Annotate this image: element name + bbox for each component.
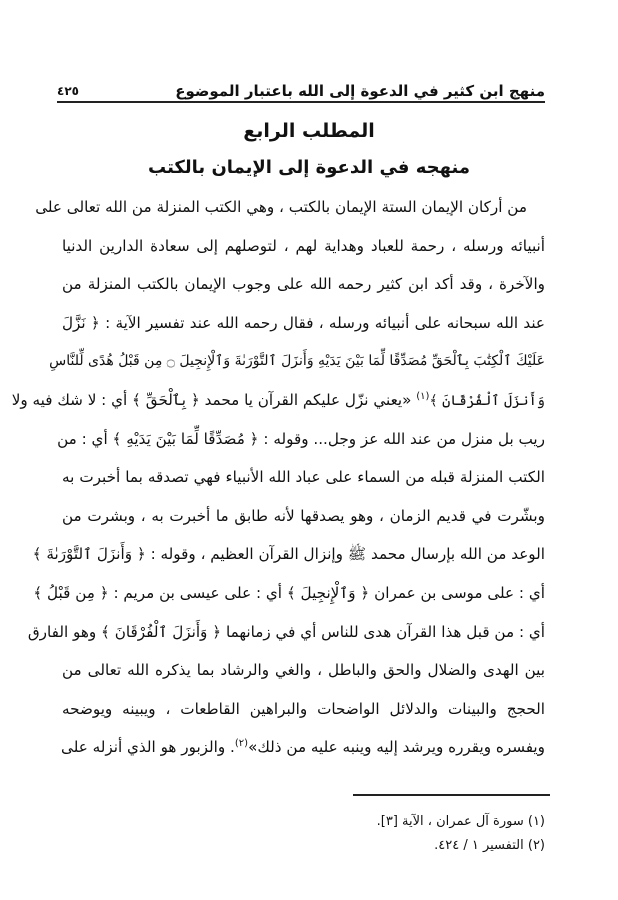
body-line: الكتب المنزلة قبله من السماء على عباد الله الأنبياء فهي تصدقه بما أخبرت به [62,468,545,487]
footnotes [200,810,545,858]
footnote-1: (١) سورة آل عمران ، الآية [٣]. [376,814,545,829]
running-title: منهج ابن كثير في الدعوة إلى الله باعتبار الموضوع [175,82,545,100]
body-line: وبشّرت في قديم الزمان ، وهو يصدقها لأنه طابق ما أخبرت به ، وبشرت من [62,506,545,525]
quran-verse-line: عَلَيْكَ ٱلْكِتَٰبَ بِٱلْحَقِّ مُصَدِّقًا لِّمَا بَيْنَ يَدَيْهِ وَأَنزَلَ ٱلتَّوْرَىٰةَ وَٱلْإِنجِيلَ ۝ مِن قَبْلُ هُدًى لِّلنَّاسِ [49,353,545,370]
section-subheading: منهجه في الدعوة إلى الإيمان بالكتب [148,157,470,178]
body-line-mixed [62,728,545,767]
body-line: الحجج والبينات والدلائل الواضحات والبراهين القاطعات ، ويبينه ويوضحه [62,699,545,718]
body-line: أي : على موسى بن عمران ﴿ وَٱلْإِنجِيلَ ﴾ أي : على عيسى بن مريم : ﴿ مِن قَبْلُ ﴾ [33,583,545,602]
body-line: عند الله سبحانه على أنبيائه ورسله ، فقال رحمه الله عند تفسير الآية : ﴿ نَزَّلَ [62,313,545,332]
body-line: أنبيائه ورسله ، رحمة للعباد وهداية لهم ، لتوصلهم إلى سعادة الدارين الدنيا [62,236,545,255]
body-line-mixed [11,381,545,420]
body-line: الوعد من الله بإرسال محمد ﷺ وإنزال القرآن العظيم ، وقوله : ﴿ وَأَنزَلَ ٱلتَّوْرَىٰةَ ﴾ [32,545,545,564]
section-heading: المطلب الرابع [243,120,375,142]
page-number: ٤٢٥ [57,84,79,98]
tafsir-quote-end: ويفسره ويقرره ويرشد إليه وينبه عليه من ذلك» [248,738,545,757]
footnote-rule [353,794,550,796]
footnote-2: (٢) التفسير ١ / ٤٢٤. [434,838,545,853]
tafsir-quote-start: «يعني نزّل عليكم القرآن يا محمد ﴿ بِٱلْحَقِّ ﴾ أي : لا شك فيه ولا [11,390,412,409]
running-header [57,72,545,100]
footnote-mark-1: (١) [416,390,430,402]
body-line: أي : من قبل هذا القرآن هدى للناس أي في زمانهما ﴿ وَأَنزَلَ ٱلْفُرْقَانَ ﴾ وهو الفارق [27,622,545,641]
footnote-mark-2: (٢) [234,738,249,750]
body-line: ريب بل منزل من عند الله عز وجل... وقوله : ﴿ مُصَدِّقًا لِّمَا بَيْنَ يَدَيْهِ ﴾ أي : من [57,429,545,448]
body-line: والآخرة ، وقد أكد ابن كثير رحمه الله على وجوب الإيمان بالكتب المنزلة من [62,275,545,294]
body-continuation: . والزبور هو الذي أنزله على [61,738,235,757]
body-line: بين الهدى والضلال والحق والباطل ، والغي والرشاد بما يذكره الله تعالى من [62,661,545,680]
header-rule [57,101,545,103]
quran-verse-end: وَأَنزَلَ ٱلْفُرْقَانَ ﴾ [429,392,545,409]
body-line: من أركان الإيمان الستة الإيمان بالكتب ، وهي الكتب المنزلة من الله تعالى على [35,198,527,216]
body-text [11,188,545,767]
